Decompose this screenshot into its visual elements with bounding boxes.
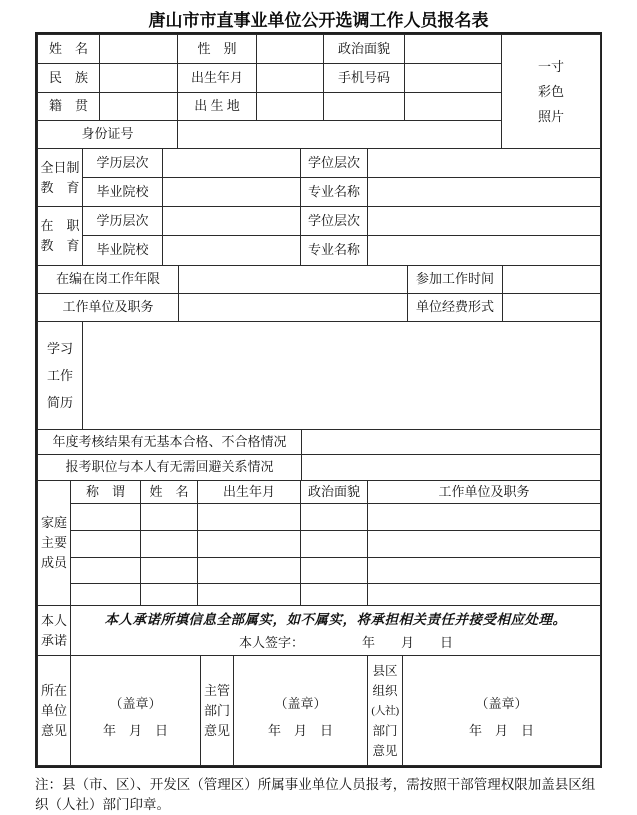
commitment-table	[37, 605, 601, 656]
family-label-line1: 家庭	[40, 515, 67, 530]
dept-stamp-date: 年 月 日	[267, 722, 333, 738]
work-years-label: 在编在岗工作年限	[38, 266, 179, 294]
footnote: 注：县（市、区）、开发区（管理区）所属事业单位人员报考，需按照干部管理权限加盖县区组织（人社）部门印章。	[35, 777, 596, 812]
family-unit-cell	[368, 504, 601, 531]
work-start-time-value-cell	[503, 266, 601, 294]
opinions-table	[37, 655, 601, 766]
photo-label-line1: 一寸	[537, 59, 564, 74]
commitment-label	[38, 606, 71, 656]
family-unit-cell	[368, 584, 601, 606]
registration-form	[35, 32, 602, 768]
extra-value-cell	[405, 93, 502, 121]
family-relation-cell	[71, 531, 141, 558]
dept-opinion-line2: 部门	[203, 702, 230, 718]
assessment-table	[37, 429, 601, 481]
unit-position-label: 工作单位及职务	[38, 294, 179, 322]
family-members-label	[38, 481, 71, 606]
political-status-value-cell	[405, 35, 502, 64]
onjob-academic-degree-value-cell	[368, 207, 601, 236]
personal-info-table	[37, 34, 601, 149]
family-relation-cell	[71, 504, 141, 531]
county-stamp-label: （盖章）	[475, 695, 528, 711]
unit-stamp-cell	[71, 656, 201, 766]
onjob-degree-level-label: 学历层次	[83, 207, 163, 236]
funding-type-label: 单位经费形式	[408, 294, 503, 322]
unit-position-value-cell	[179, 294, 408, 322]
family-row	[38, 558, 601, 584]
onjob-education-line2: 教 育	[40, 238, 80, 253]
native-place-value-cell	[100, 93, 178, 121]
dept-opinion-line3: 意见	[203, 722, 230, 738]
family-header-relation: 称 谓	[71, 481, 141, 504]
family-political-cell	[301, 558, 368, 584]
political-status-label: 政治面貌	[324, 35, 405, 64]
family-members-table	[37, 480, 601, 606]
birth-place-value-cell	[257, 93, 324, 121]
gender-label: 性 别	[178, 35, 257, 64]
family-name-cell	[141, 531, 198, 558]
family-name-cell	[141, 584, 198, 606]
commitment-label-line1: 本人	[40, 612, 67, 628]
family-header-name: 姓 名	[141, 481, 198, 504]
unit-stamp-label: （盖章）	[109, 695, 162, 711]
county-opinion-line4: 部门	[372, 723, 398, 738]
dept-opinion-label	[201, 656, 234, 766]
resume-label-line3: 简历	[46, 395, 73, 410]
fulltime-academic-degree-label: 学位层次	[301, 149, 368, 178]
unit-stamp-date: 年 月 日	[102, 722, 168, 738]
commitment-content-cell	[71, 606, 601, 656]
family-header-unit: 工作单位及职务	[368, 481, 601, 504]
dept-opinion-line1: 主管	[203, 682, 230, 698]
family-label-line2: 主要	[40, 535, 67, 550]
work-info-table	[37, 265, 601, 322]
family-birth-cell	[198, 558, 301, 584]
county-opinion-line5: 意见	[372, 743, 398, 758]
fulltime-major-label: 专业名称	[301, 178, 368, 207]
commitment-label-line2: 承诺	[40, 632, 67, 648]
gender-value-cell	[257, 35, 324, 64]
unit-opinion-label	[38, 656, 71, 766]
resume-label-line2: 工作	[46, 368, 73, 383]
family-birth-cell	[198, 504, 301, 531]
ethnicity-label: 民 族	[38, 64, 100, 93]
work-years-value-cell	[179, 266, 408, 294]
dept-stamp-label: （盖章）	[274, 695, 327, 711]
assessment-label: 年度考核结果有无基本合格、不合格情况	[38, 430, 302, 455]
signature-label: 本人签字：	[239, 635, 305, 650]
native-place-label: 籍 贯	[38, 93, 100, 121]
county-opinion-line3: (人社)	[371, 704, 399, 717]
family-political-cell	[301, 504, 368, 531]
assessment-value-cell	[302, 430, 601, 455]
fulltime-degree-level-value-cell	[163, 149, 301, 178]
family-header-birth: 出生年月	[198, 481, 301, 504]
work-start-time-label: 参加工作时间	[408, 266, 503, 294]
extra-label-cell	[324, 93, 405, 121]
resume-label	[38, 322, 83, 430]
funding-type-value-cell	[503, 294, 601, 322]
id-number-value-cell	[178, 121, 502, 149]
fulltime-education-line1: 全日制	[40, 159, 80, 175]
avoidance-label: 报考职位与本人有无需回避关系情况	[38, 455, 302, 481]
onjob-major-value-cell	[368, 236, 601, 266]
unit-opinion-line3: 意见	[40, 722, 67, 738]
form-title: 唐山市市直事业单位公开选调工作人员报名表	[148, 11, 489, 31]
family-label-line3: 成员	[40, 555, 67, 570]
family-unit-cell	[368, 531, 601, 558]
onjob-education-label	[38, 207, 83, 266]
birth-date-value-cell	[257, 64, 324, 93]
family-row	[38, 531, 601, 558]
dept-stamp-cell	[234, 656, 368, 766]
avoidance-value-cell	[302, 455, 601, 481]
signature-line	[71, 632, 600, 654]
photo-label-line3: 照片	[537, 109, 564, 124]
phone-value-cell	[405, 64, 502, 93]
fulltime-education-label	[38, 149, 83, 207]
family-name-cell	[141, 558, 198, 584]
onjob-education-line1: 在 职	[40, 218, 80, 233]
onjob-major-label: 专业名称	[301, 236, 368, 266]
fulltime-degree-level-label: 学历层次	[83, 149, 163, 178]
family-row	[38, 504, 601, 531]
onjob-school-label: 毕业院校	[83, 236, 163, 266]
resume-label-line1: 学习	[46, 341, 73, 356]
resume-value-cell	[83, 322, 601, 430]
id-number-label: 身份证号	[38, 121, 178, 149]
resume-table	[37, 321, 601, 430]
commitment-statement: 本人承诺所填信息全部属实，如不属实，将承担相关责任并接受相应处理。	[104, 612, 567, 627]
phone-label: 手机号码	[324, 64, 405, 93]
birth-date-label: 出生年月	[178, 64, 257, 93]
family-relation-cell	[71, 584, 141, 606]
fulltime-academic-degree-value-cell	[368, 149, 601, 178]
county-stamp-cell	[403, 656, 601, 766]
education-table	[37, 148, 601, 266]
onjob-degree-level-value-cell	[163, 207, 301, 236]
unit-opinion-line2: 单位	[40, 702, 67, 718]
fulltime-education-line2: 教 育	[40, 179, 80, 195]
family-birth-cell	[198, 531, 301, 558]
family-birth-cell	[198, 584, 301, 606]
family-row	[38, 584, 601, 606]
ethnicity-value-cell	[100, 64, 178, 93]
family-relation-cell	[71, 558, 141, 584]
fulltime-major-value-cell	[368, 178, 601, 207]
name-value-cell	[100, 35, 178, 64]
county-opinion-line1: 县区	[372, 663, 398, 678]
onjob-school-value-cell	[163, 236, 301, 266]
birth-place-label: 出 生 地	[178, 93, 257, 121]
fulltime-school-label: 毕业院校	[83, 178, 163, 207]
name-label: 姓 名	[38, 35, 100, 64]
county-stamp-date: 年 月 日	[468, 722, 534, 738]
family-unit-cell	[368, 558, 601, 584]
photo-label-line2: 彩色	[537, 84, 564, 99]
family-political-cell	[301, 584, 368, 606]
onjob-academic-degree-label: 学位层次	[301, 207, 368, 236]
family-header-political: 政治面貌	[301, 481, 368, 504]
unit-opinion-line1: 所在	[40, 682, 67, 698]
county-opinion-line2: 组织	[372, 683, 398, 698]
family-political-cell	[301, 531, 368, 558]
photo-placeholder	[502, 35, 601, 149]
family-name-cell	[141, 504, 198, 531]
county-opinion-label	[368, 656, 403, 766]
signature-date-blanks: 年 月 日	[362, 635, 454, 650]
fulltime-school-value-cell	[163, 178, 301, 207]
